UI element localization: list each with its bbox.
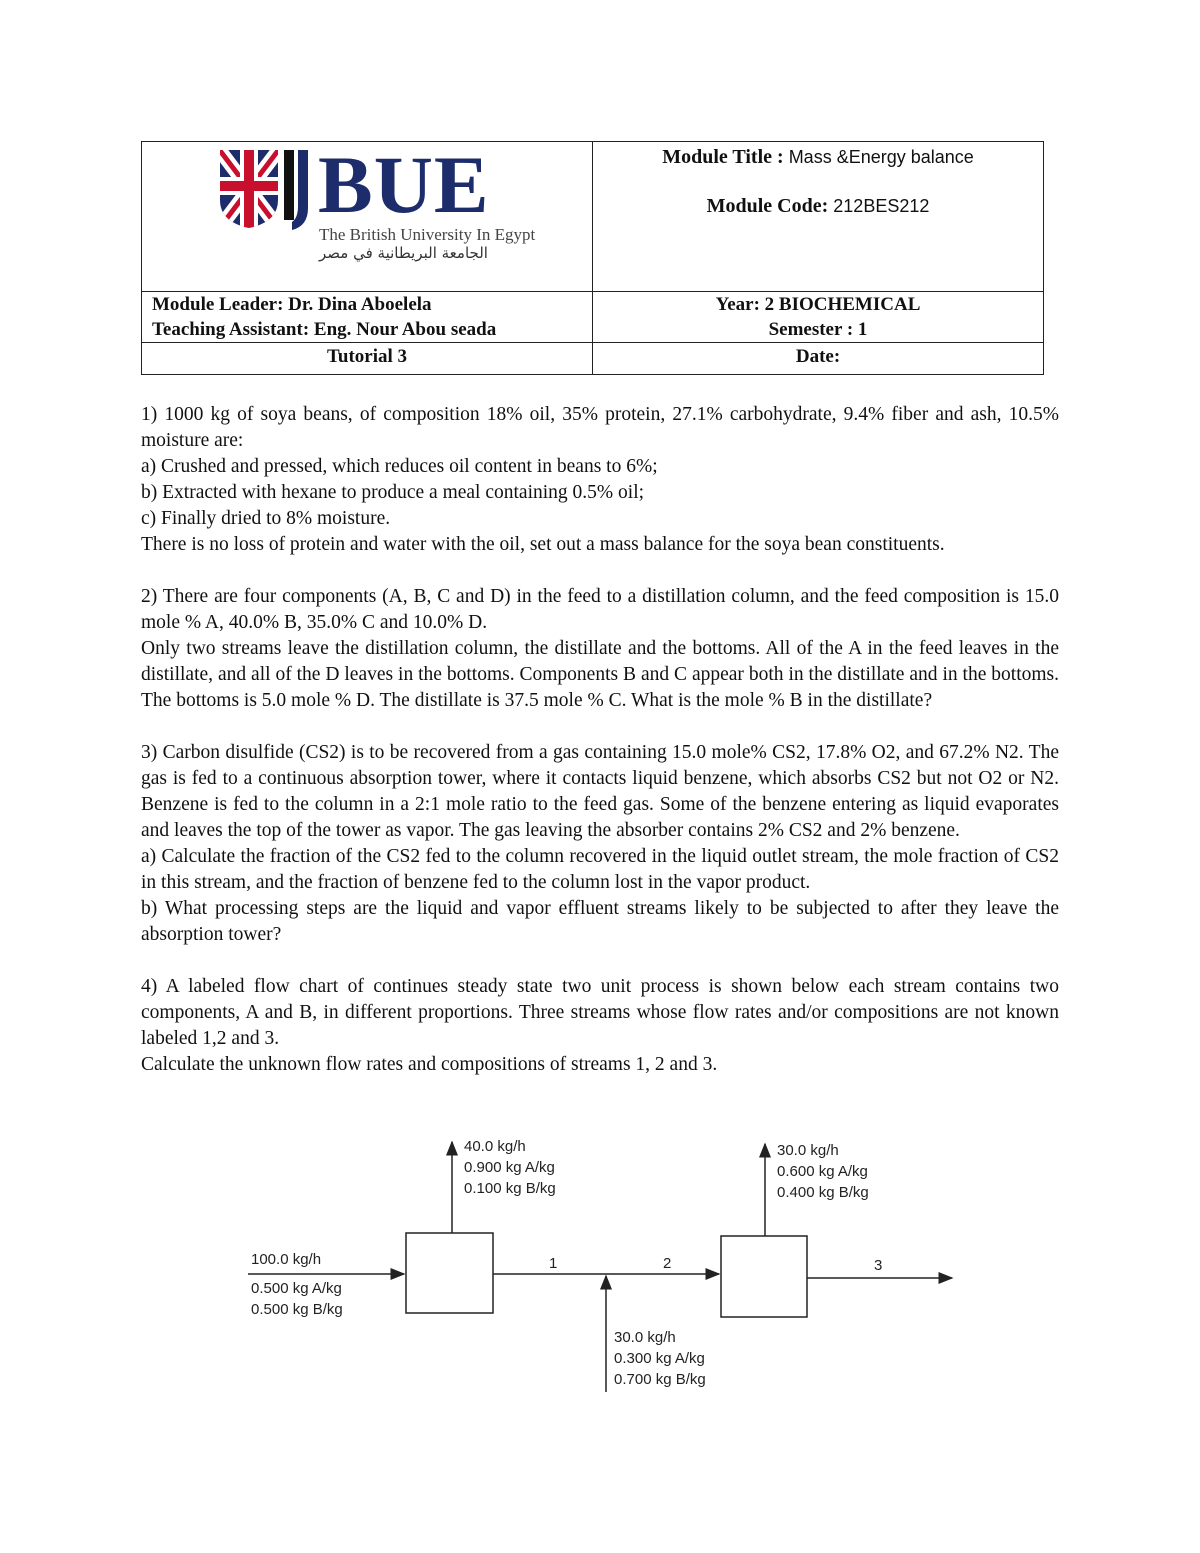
top2-rate: 30.0 kg/h: [777, 1142, 839, 1159]
logo-subtitle: The British University In Egypt: [319, 225, 536, 244]
stream-label-2: 2: [663, 1255, 672, 1272]
bottom-b: 0.700 kg B/kg: [614, 1371, 706, 1388]
unit-1-box: [406, 1233, 493, 1313]
flow-chart-diagram: [240, 1130, 970, 1400]
q2-intro: 2) There are four components (A, B, C and D) in the feed to a distillation column, and the feed composition is 15.0 mole % A, 40.0% B, 35.0% C and 10.0% D.: [141, 586, 1059, 633]
bottom-a: 0.300 kg A/kg: [614, 1350, 705, 1367]
feed-rate: 100.0 kg/h: [251, 1251, 322, 1268]
q3-part-b: b) What processing steps are the liquid and vapor effluent streams likely to be subjected to after they leave the absorption tower?: [141, 898, 1059, 945]
top1-a: 0.900 kg A/kg: [464, 1159, 555, 1176]
q4-intro: 4) A labeled flow chart of continues steady state two unit process is shown below each stream contains two components, A and B, in different proportions. Three streams whose flow rates and/or compositions are not known labeled 1,2 and 3.: [141, 976, 1059, 1049]
year-cell: [593, 292, 1044, 343]
stream-label-1: 1: [549, 1255, 558, 1272]
semester: Semester : 1: [768, 319, 868, 340]
q4-task: Calculate the unknown flow rates and compositions of streams 1, 2 and 3.: [141, 1054, 718, 1075]
module-title-value: Mass &Energy balance: [788, 147, 974, 167]
staff-cell: [142, 292, 593, 343]
q3-part-a: a) Calculate the fraction of the CS2 fed to the column recovered in the liquid outlet stream, the mole fraction of CS2 in this stream, and the fraction of benzene fed to the column lost in the vapor product.: [141, 846, 1059, 893]
header-table: [141, 141, 1044, 375]
union-jack-shield-icon: [218, 148, 310, 230]
logo-cell: [142, 139, 593, 292]
bottom-rate: 30.0 kg/h: [614, 1329, 676, 1346]
q1-part-b: b) Extracted with hexane to produce a meal containing 0.5% oil;: [141, 482, 645, 503]
top2-b: 0.400 kg B/kg: [777, 1184, 869, 1201]
stream-label-3: 3: [874, 1257, 883, 1274]
questions-body: [141, 402, 1059, 1078]
q2-body: Only two streams leave the distillation column, the distillate and the bottoms. All of the A in the feed leaves in the distillate, and all of the D leaves in the bottoms. Components B and C appear both in the distillate and in the bottoms. The bottoms is 5.0 mole % D. The distillate is 37.5 mole % C. What is the mole % B in the distillate?: [141, 638, 1059, 711]
module-code-value: 212BES212: [833, 196, 930, 216]
q1-part-a: a) Crushed and pressed, which reduces oil content in beans to 6%;: [141, 456, 658, 477]
tutorial-title: Tutorial 3: [142, 343, 593, 375]
teaching-assistant: Teaching Assistant: Eng. Nour Abou seada: [152, 319, 497, 340]
module-code-label: Module Code:: [706, 195, 829, 217]
module-info-cell: [593, 142, 1044, 292]
q1-part-c: c) Finally dried to 8% moisture.: [141, 508, 391, 529]
module-title-label: Module Title :: [662, 146, 784, 168]
q1-note: There is no loss of protein and water with the oil, set out a mass balance for the soya bean constituents.: [141, 534, 945, 555]
feed-b: 0.500 kg B/kg: [251, 1301, 343, 1318]
logo-brand: BUE: [318, 139, 490, 230]
q3-intro: 3) Carbon disulfide (CS2) is to be recovered from a gas containing 15.0 mole% CS2, 17.8% O2, and 67.2% N2. The gas is fed to a continuous absorption tower, where it contacts liquid benzene, which absorbs CS2 but not O2 or N2. Benzene is fed to the column in a 2:1 mole ratio to the feed gas. Some of the benzene entering as liquid evaporates and leaves the top of the tower as vapor. The gas leaving the absorber contains 2% CS2 and 2% benzene.: [141, 742, 1059, 841]
date-label: Date:: [593, 343, 1044, 375]
top1-rate: 40.0 kg/h: [464, 1138, 526, 1155]
unit-2-box: [721, 1236, 807, 1317]
feed-a: 0.500 kg A/kg: [251, 1280, 342, 1297]
q1-intro: 1) 1000 kg of soya beans, of composition 18% oil, 35% protein, 27.1% carbohydrate, 9.4% fiber and ash, 10.5% moisture are:: [141, 404, 1059, 451]
top1-b: 0.100 kg B/kg: [464, 1180, 556, 1197]
logo-arabic: الجامعة البريطانية في مصر: [319, 244, 488, 262]
top2-a: 0.600 kg A/kg: [777, 1163, 868, 1180]
module-leader: Module Leader: Dr. Dina Aboelela: [152, 294, 432, 315]
year: Year: 2 BIOCHEMICAL: [715, 294, 921, 315]
